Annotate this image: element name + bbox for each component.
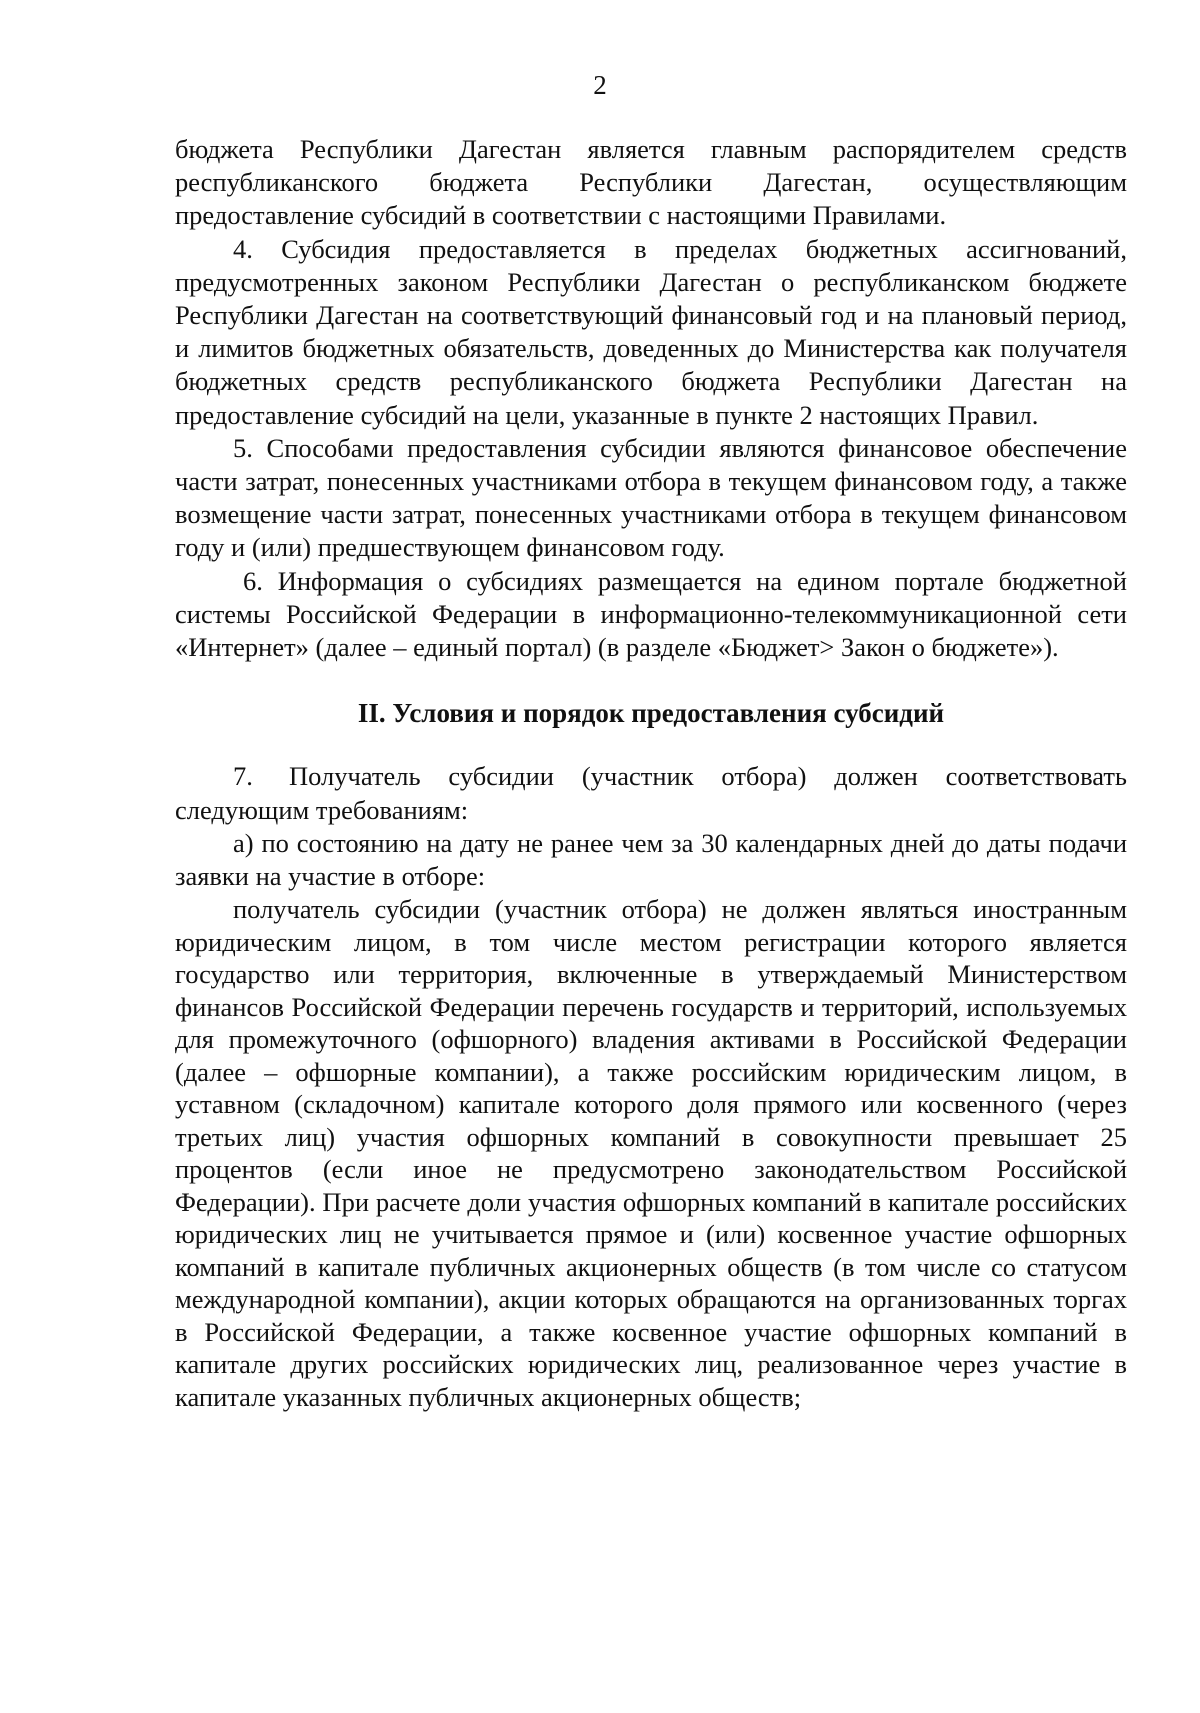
paragraph-7-text: Получатель субсидии (участник отбора) должен соответствовать следующим требованиям: bbox=[175, 761, 1127, 825]
paragraph-recipient-requirement: получатель субсидии (участник отбора) не должен являться иностранным юридическим лицом, в том числе местом регистрации которого является государство или территория, включенные в утверждаемый Министерством финансов Российской Федерации перечень государств и территорий, используемых для промежуточного (офшорного) владения активами в Российской Федерации (далее – офшорные компании), а также российским юридическим лицом, в уставном (складочном) капитале которого доля прямого или косвенного (через третьих лиц) участия офшорных компаний в совокупности превышает 25 процентов (если иное не предусмотрено законодательством Российской Федерации). При расчете доли участия офшорных компаний в капитале российских юридических лиц не учитывается прямое и (или) косвенное участие офшорных компаний в капитале публичных акционерных обществ (в том числе со статусом международной компании), акции которых обращаются на организованных торгах в Российской Федерации, а также косвенное участие офшорных компаний в капитале других российских юридических лиц, реализованное через участие в капитале указанных публичных акционерных обществ; bbox=[175, 894, 1127, 1412]
paragraph-4: 4. Субсидия предоставляется в пределах бюджетных ассигнований, предусмотренных законом Республики Дагестан о республиканском бюджете Республики Дагестан на соответствующий финансовый год и на плановый период, и лимитов бюджетных обязательств, доведенных до Министерства как получателя бюджетных средств республиканского бюджета Республики Дагестан на предоставление субсидий на цели, указанные в пункте 2 настоящих Правил. bbox=[175, 233, 1127, 430]
paragraph-5: 5. Способами предоставления субсидии являются финансовое обеспечение части затрат, понесенных участниками отбора в текущем финансовом году, а также возмещение части затрат, понесенных участниками отбора в текущем финансовом году и (или) предшествующем финансовом году. bbox=[175, 432, 1127, 563]
paragraph-7-number: 7. bbox=[233, 761, 253, 792]
paragraph-6: 6. Информация о субсидиях размещается на едином портале бюджетной системы Российской Федерации в информационно-телекоммуникационной сети «Интернет» (далее – единый портал) (в разделе «Бюджет> Закон о бюджете»). bbox=[175, 565, 1127, 663]
paragraph-7 bbox=[175, 760, 1127, 826]
section-heading: II. Условия и порядок предоставления субсидий bbox=[357, 698, 945, 729]
page-number: 2 bbox=[593, 70, 607, 100]
paragraph-7a: а) по состоянию на дату не ранее чем за 30 календарных дней до даты подачи заявки на участие в отборе: bbox=[175, 827, 1127, 892]
document-body bbox=[175, 133, 1127, 1413]
paragraph-3-continuation: бюджета Республики Дагестан является главным распорядителем средств республиканского бюджета Республики Дагестан, осуществляющим предоставление субсидий в соответствии с настоящими Правилами. bbox=[175, 134, 1127, 231]
